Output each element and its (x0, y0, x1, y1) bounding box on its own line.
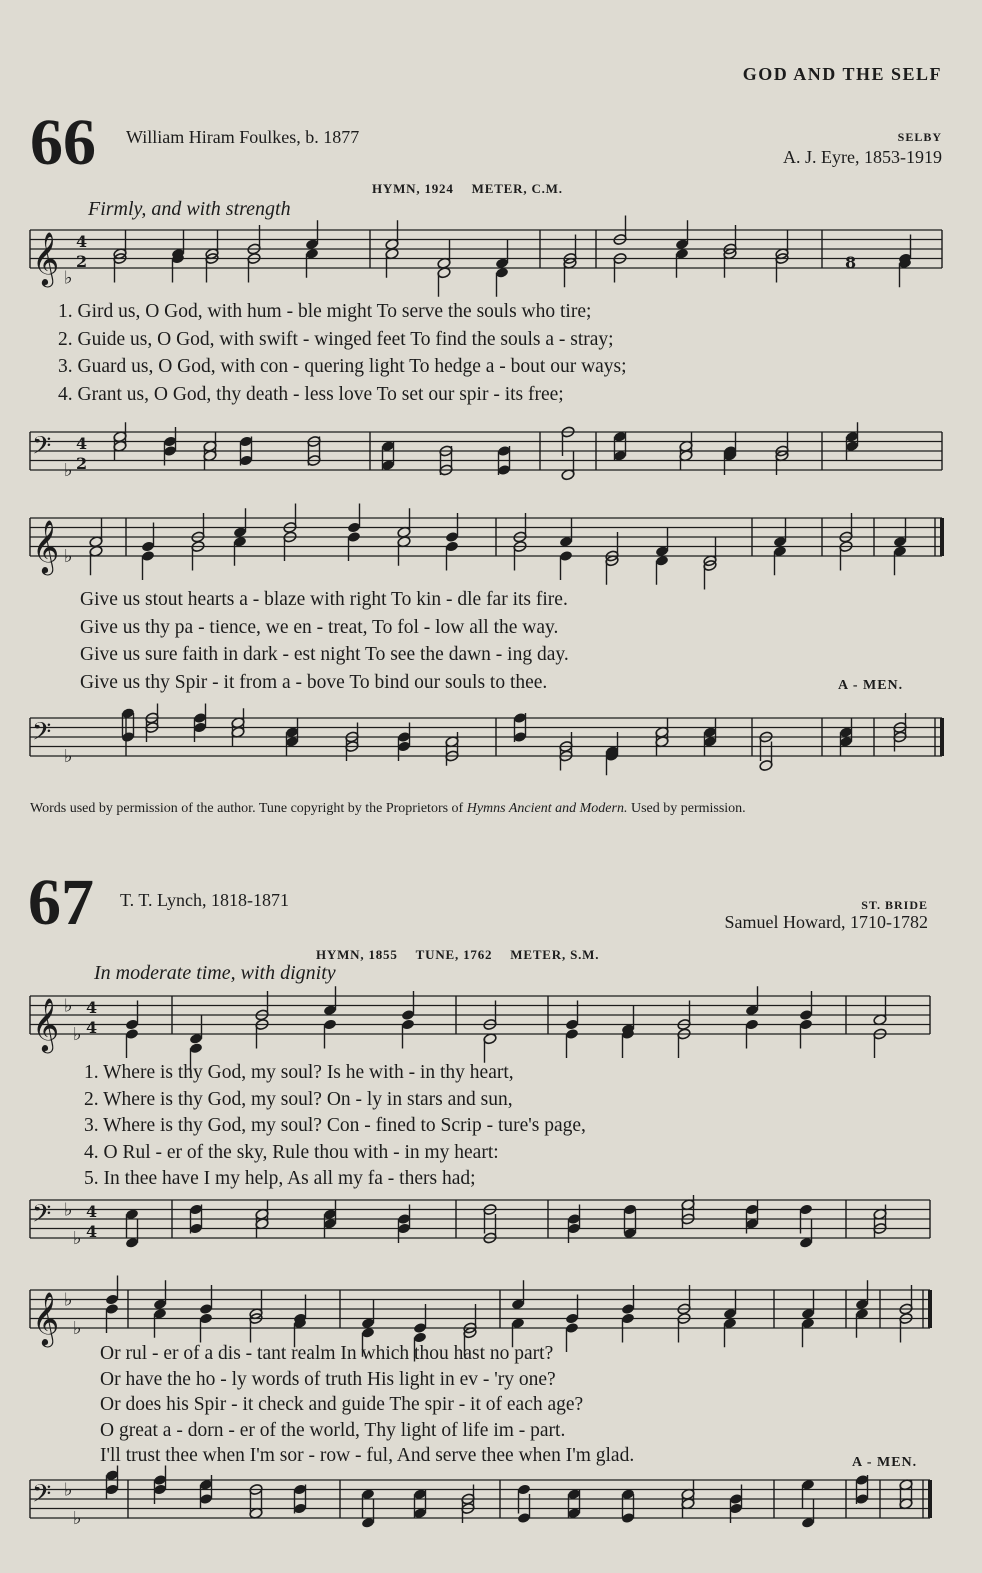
hymn-67-tempo: In moderate time, with dignity (94, 962, 336, 984)
hymn-67-tune-name: ST. BRIDE (861, 898, 928, 912)
flat-sign: ♭ (64, 267, 73, 289)
hymn-66-amen: A - MEN. (838, 678, 904, 693)
verse-line: Or have the ho - ly words of truth His light in ev - 'ry one? (100, 1368, 556, 1390)
flat-sign: ♭ (64, 746, 73, 767)
verse-line: Give us sure faith in dark - est night To see the dawn - ing day. (80, 644, 569, 665)
verse-line: 1. Gird us, O God, with hum - ble might To serve the souls who tire; (58, 301, 592, 322)
time-signature: 4 (86, 1018, 98, 1037)
breve-note: 8 (845, 253, 857, 272)
flat-sign: ♭ (73, 1024, 82, 1045)
verse-line: Or does his Spir - it check and guide The spir - it of each age? (100, 1394, 584, 1415)
hymn-67-author: T. T. Lynch, 1818-1871 (120, 890, 289, 910)
bass-clef: 𝄢 (32, 431, 52, 467)
hymn-66-author: William Hiram Foulkes, b. 1877 (126, 127, 360, 147)
flat-sign: ♭ (73, 1508, 82, 1529)
flat-sign: ♭ (64, 546, 73, 567)
treble-clef: 𝄞 (32, 519, 60, 573)
verse-line: 2. Guide us, O God, with swift - winged feet To find the souls a - stray; (58, 328, 614, 350)
flat-sign: ♭ (64, 1289, 73, 1311)
verse-line: O great a - dorn - er of the world, Thy light of life im - part. (100, 1419, 566, 1441)
hymn-66-number: 66 (30, 106, 96, 179)
hymn-67-date: HYMN, 1855 (316, 947, 398, 962)
verse-line: Or rul - er of a dis - tant realm In which thou hast no part? (100, 1343, 554, 1364)
time-signature: 4 (76, 232, 88, 251)
hymn-66-tempo: Firmly, and with strength (88, 198, 291, 220)
verse-line: Give us thy Spir - it from a - bove To bind our souls to thee. (80, 671, 548, 693)
section-header: GOD AND THE SELF (742, 64, 942, 84)
hymn-67-composer: Samuel Howard, 1710-1782 (724, 912, 928, 932)
verse-line: 1. Where is thy God, my soul? Is he with - in thy heart, (84, 1062, 514, 1083)
hymn-67-tune-date: TUNE, 1762 (415, 947, 493, 962)
bass-clef: 𝄢 (32, 1199, 52, 1235)
flat-sign: ♭ (64, 460, 73, 481)
hymn-67-meter: METER, S.M. (510, 947, 600, 962)
bass-clef: 𝄢 (32, 717, 52, 753)
verse-line: Give us stout hearts a - blaze with right To kin - dle far its fire. (80, 589, 568, 610)
time-signature: 4 (86, 998, 98, 1017)
flat-sign: ♭ (64, 1479, 73, 1501)
verse-line: 3. Guard us, O God, with con - quering light To hedge a - bout our ways; (58, 356, 627, 377)
time-signature: 4 (86, 1222, 98, 1241)
flat-sign: ♭ (73, 1318, 82, 1339)
time-signature: 2 (76, 454, 88, 473)
hymn-66-meter: METER, C.M. (471, 181, 563, 196)
time-signature: 2 (76, 252, 88, 271)
treble-clef: 𝄞 (32, 1291, 60, 1345)
treble-clef: 𝄞 (32, 231, 60, 285)
verse-line: 4. O Rul - er of the sky, Rule thou with - in my heart: (84, 1141, 499, 1163)
verse-line: I'll trust thee when I'm sor - row - ful, And serve thee when I'm glad. (100, 1445, 635, 1466)
hymn-66-date: HYMN, 1924 (372, 181, 454, 196)
verse-line: Give us thy pa - tience, we en - treat, To fol - low all the way. (80, 616, 559, 638)
hymn-67-amen: A - MEN. (852, 1455, 918, 1470)
hymn-67-number: 67 (28, 866, 94, 939)
flat-sign: ♭ (73, 1228, 82, 1249)
bass-clef: 𝄢 (32, 1479, 52, 1515)
verse-line: 3. Where is thy God, my soul? Con - fined to Scrip - ture's page, (84, 1115, 586, 1136)
flat-sign: ♭ (64, 1199, 73, 1221)
verse-line: 4. Grant us, O God, thy death - less love To set our spir - its free; (58, 383, 564, 405)
treble-clef: 𝄞 (32, 997, 60, 1051)
flat-sign: ♭ (64, 995, 73, 1017)
hymn-66-tune-name: SELBY (897, 130, 942, 144)
verse-line: 2. Where is thy God, my soul? On - ly in stars and sun, (84, 1088, 513, 1110)
hymn-66-permission: Words used by permission of the author. Tune copyright by the Proprietors of Hymns Ancient and Modern. Used by permission. (30, 801, 746, 816)
time-signature: 4 (76, 434, 88, 453)
verse-line: 5. In thee have I my help, As all my fa - thers had; (84, 1168, 476, 1189)
hymn-66-composer: A. J. Eyre, 1853-1919 (783, 147, 942, 167)
time-signature: 4 (86, 1202, 98, 1221)
